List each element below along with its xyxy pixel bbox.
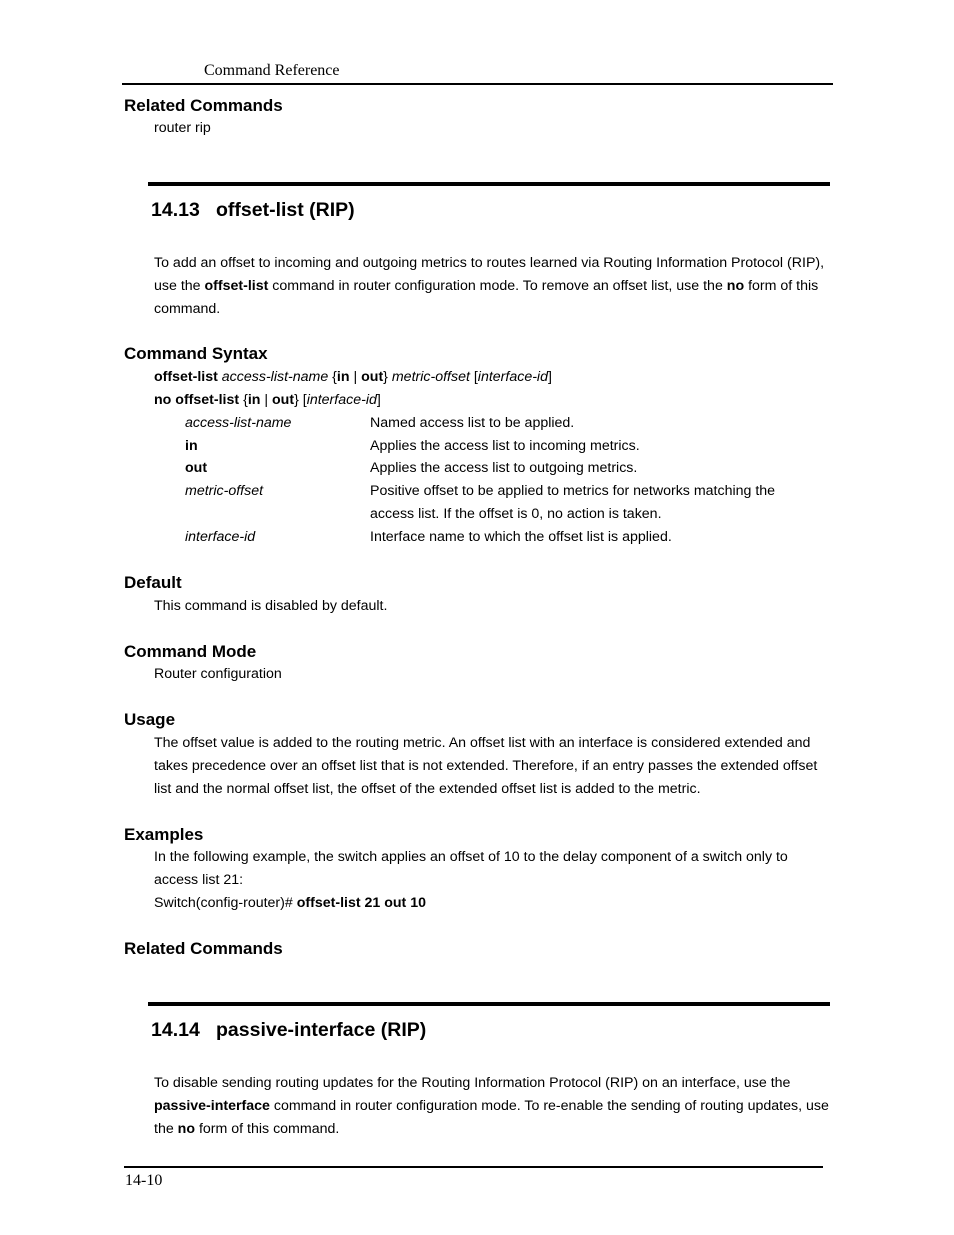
italic-term: access-list-name [221,369,329,385]
italic-term: metric-offset [391,369,470,385]
default-heading: Default [124,573,182,592]
text-run: form of this command. [154,278,819,317]
section-name: offset-list (RIP) [216,199,355,221]
text-run: form of this command. [195,1121,340,1137]
text-run: { [328,369,337,385]
parameter-description: Applies the access list to outgoing metrics. [370,460,638,476]
parameter-description: Interface name to which the offset list is applied. [370,529,672,545]
bold-term: out [272,392,295,408]
section-title-14-13 [151,199,355,222]
section-title-14-14 [151,1019,426,1042]
text-run: command in router configuration mode. To remove an offset list, use the [268,278,727,294]
bold-term: passive-interface [154,1098,270,1114]
default-text: This command is disabled by default. [154,598,388,614]
bold-term: no offset-list [154,392,240,408]
bold-term: no [177,1121,196,1137]
syntax-line [154,366,834,389]
parameter-description: Named access list to be applied. [370,415,575,431]
usage-heading: Usage [124,710,176,729]
italic-term: interface-id [306,392,377,408]
italic-term: interface-id [477,369,548,385]
text-run: | [349,369,362,385]
example-command: offset-list 21 out 10 [296,895,427,911]
text-run: { [239,392,248,408]
bold-term: in [336,369,350,385]
bold-term: offset-list [154,369,218,385]
related-commands-heading: Related Commands [124,96,283,115]
related-commands-item: router rip [154,120,211,136]
parameter-name: access-list-name [185,415,292,431]
text-run: To disable sending routing updates for the Routing Information Protocol (RIP) on an interface, use the [154,1075,791,1091]
footer-rule [124,1166,823,1168]
running-header: Command Reference [204,62,340,79]
section-name: passive-interface (RIP) [216,1019,427,1041]
section-rule [148,182,830,186]
section-intro [154,1072,834,1141]
command-syntax-heading: Command Syntax [124,344,268,363]
section-intro [154,252,834,321]
command-mode-heading: Command Mode [124,642,257,661]
parameter-name: out [185,460,208,476]
text-run: ] [376,392,381,408]
section-number: 14.14 [151,1019,200,1041]
header-rule [122,83,833,85]
text-run: [ [469,369,478,385]
text-run: To add an offset to incoming and outgoing metrics to routes learned via Routing Information Protocol (RIP), use the [154,255,825,294]
parameter-description: Applies the access list to incoming metrics. [370,438,640,454]
bold-term: in [247,392,261,408]
text-run: ] [547,369,552,385]
parameter-name: interface-id [185,529,256,545]
text-run: } [ [294,392,307,408]
parameter-description: Positive offset to be applied to metrics for networks matching the access list. If the offset is 0, no action is taken. [370,483,776,522]
bold-term: no [726,278,745,294]
parameter-name: metric-offset [185,483,264,499]
text-run: command in router configuration mode. To re-enable the sending of routing updates, use the [154,1098,829,1137]
command-mode-text: Router configuration [154,666,282,682]
related-commands-heading: Related Commands [124,939,283,958]
page-number: 14-10 [125,1172,163,1189]
bold-term: out [361,369,384,385]
text-run: } [383,369,392,385]
parameter-name: in [185,438,198,454]
bold-term: offset-list [204,278,269,294]
examples-text: In the following example, the switch applies an offset of 10 to the delay component of a switch only to access list 21: [154,849,788,888]
example-command-line [154,892,834,915]
no-syntax-line [154,389,834,412]
usage-text: The offset value is added to the routing metric. An offset list with an interface is considered extended and takes precedence over an offset list that is not extended. Therefore, if an entry passes the extended offset list and the normal offset list, the offset of the extended offset list is added to the metric. [154,735,818,797]
section-rule [148,1002,830,1006]
examples-heading: Examples [124,825,204,844]
example-prompt: Switch(config-router)# [154,895,297,911]
section-number: 14.13 [151,199,200,221]
text-run: | [260,392,272,408]
